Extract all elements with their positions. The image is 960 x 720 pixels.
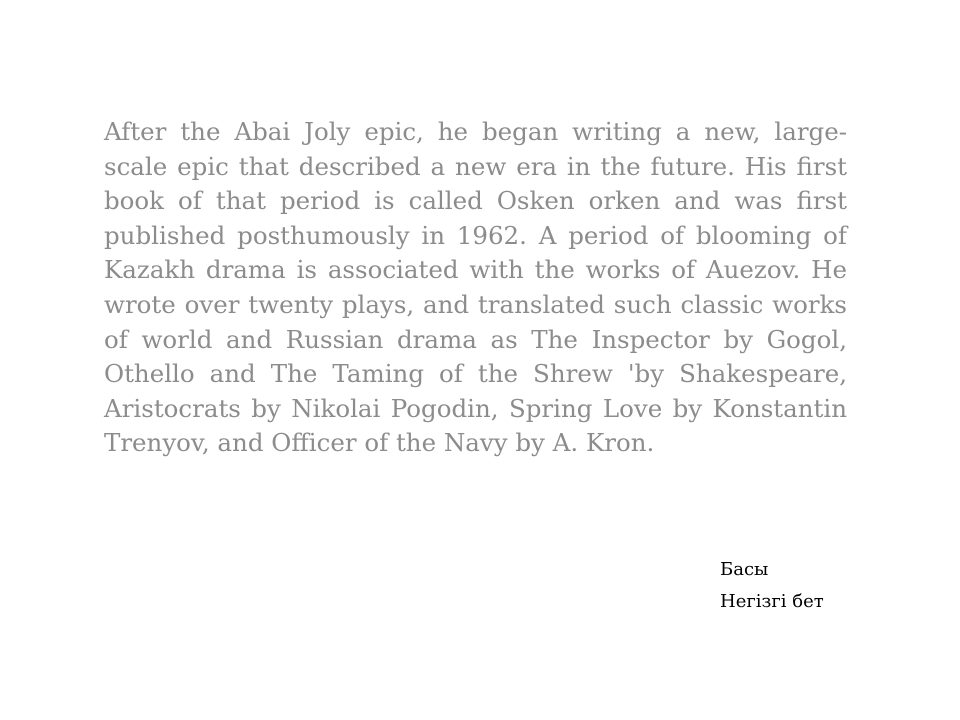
navigation-links — [720, 554, 900, 618]
nav-link-home[interactable]: Негізгі бет — [720, 591, 824, 612]
body-paragraph: After the Abai Joly epic, he began writing a new, large-scale epic that described a new era in the future. His first book of that period is called Osken orken and was first published posthumously in 1962. A period of blooming of Kazakh drama is associated with the works of Auezov. He wrote over twenty plays, and translated such classic works of world and Russian drama as The Inspector by Gogol, Othello and The Taming of the Shrew 'by Shakespeare, Aristocrats by Nikolai Pogodin, Spring Love by Konstantin Trenyov, and Officer of the Navy by A. Kron. — [104, 117, 847, 458]
nav-link-start[interactable]: Басы — [720, 559, 769, 580]
